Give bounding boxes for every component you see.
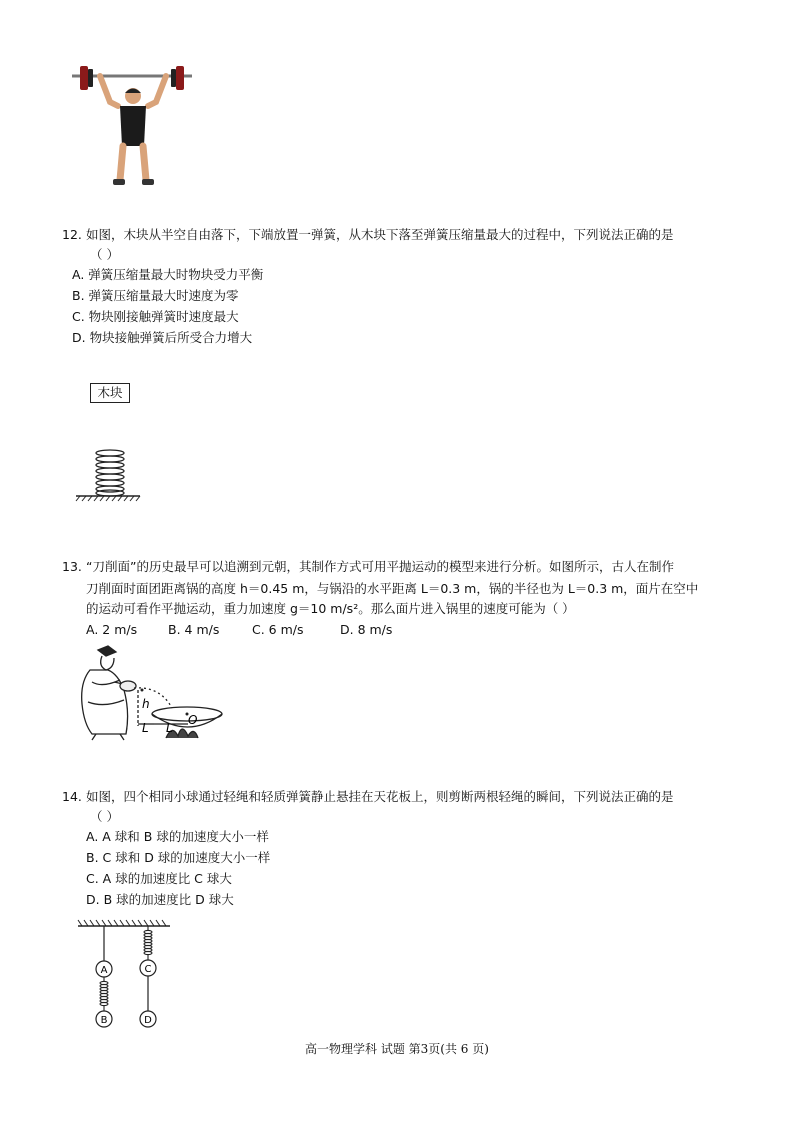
q13-stem-line2: 刀削面时面团距离锅的高度 h＝0.45 m，与锅沿的水平距离 L＝0.3 m，锅的半径也为 L＝0.3 m，面片在空中 <box>86 581 699 596</box>
q13-option-b: B. 4 m/s <box>168 622 220 637</box>
q13-options <box>86 621 392 639</box>
label-l1: L <box>142 721 149 735</box>
wood-block: 木块 <box>90 383 130 403</box>
weightlifter-figure <box>68 62 198 192</box>
label-h: h <box>142 697 150 711</box>
q12-option-d: D. 物块接触弹簧后所受合力增大 <box>72 330 253 345</box>
q13-stem-line3: 的运动可看作平抛运动，重力加速度 g＝10 m/s²。那么面片进入锅里的速度可能为（ ） <box>86 601 575 616</box>
q12-option-c: C. 物块刚接触弹簧时速度最大 <box>72 309 239 324</box>
label-l2: L <box>166 721 173 735</box>
q12-option-b: B. 弹簧压缩量最大时速度为零 <box>72 288 239 303</box>
q14-number: 14. <box>62 789 82 804</box>
page-footer: 高一物理学科 试题 第3页(共 6 页) <box>305 1042 489 1056</box>
q13-number: 13. <box>62 559 82 574</box>
q13-option-c: C. 6 m/s <box>252 622 304 637</box>
q14-stem-line2: （ ） <box>90 809 119 824</box>
spring-figure <box>74 446 144 506</box>
hanging-balls-figure <box>74 918 184 1036</box>
ball-b-label: B <box>100 1015 108 1026</box>
q14-stem-line1: 如图，四个相同小球通过轻绳和轻质弹簧静止悬挂在天花板上，则剪断两根轻绳的瞬间，下列说法正确的是 <box>86 789 674 804</box>
q14-option-c: C. A 球的加速度比 C 球大 <box>86 871 232 886</box>
q14-option-b: B. C 球和 D 球的加速度大小一样 <box>86 850 271 865</box>
q12-stem-line2: （ ） <box>90 247 119 262</box>
ball-a-label: A <box>100 965 108 976</box>
ball-d-label: D <box>144 1015 152 1026</box>
q12-stem-line1: 如图，木块从半空自由落下，下端放置一弹簧，从木块下落至弹簧压缩量最大的过程中，下列说法正确的是 <box>86 227 674 242</box>
q12-option-a: A. 弹簧压缩量最大时物块受力平衡 <box>72 267 264 282</box>
ball-c-label: C <box>144 964 152 975</box>
q12-number: 12. <box>62 227 82 242</box>
q13-option-a: A. 2 m/s <box>86 622 138 637</box>
q14-option-d: D. B 球的加速度比 D 球大 <box>86 892 234 907</box>
q14-option-a: A. A 球和 B 球的加速度大小一样 <box>86 829 269 844</box>
q13-stem-line1: “刀削面”的历史最早可以追溯到元朝，其制作方式可用平抛运动的模型来进行分析。如图所示，古人在制作 <box>86 559 674 574</box>
q13-option-d: D. 8 m/s <box>340 622 393 637</box>
noodle-figure <box>68 642 228 742</box>
label-o: O <box>188 713 198 727</box>
